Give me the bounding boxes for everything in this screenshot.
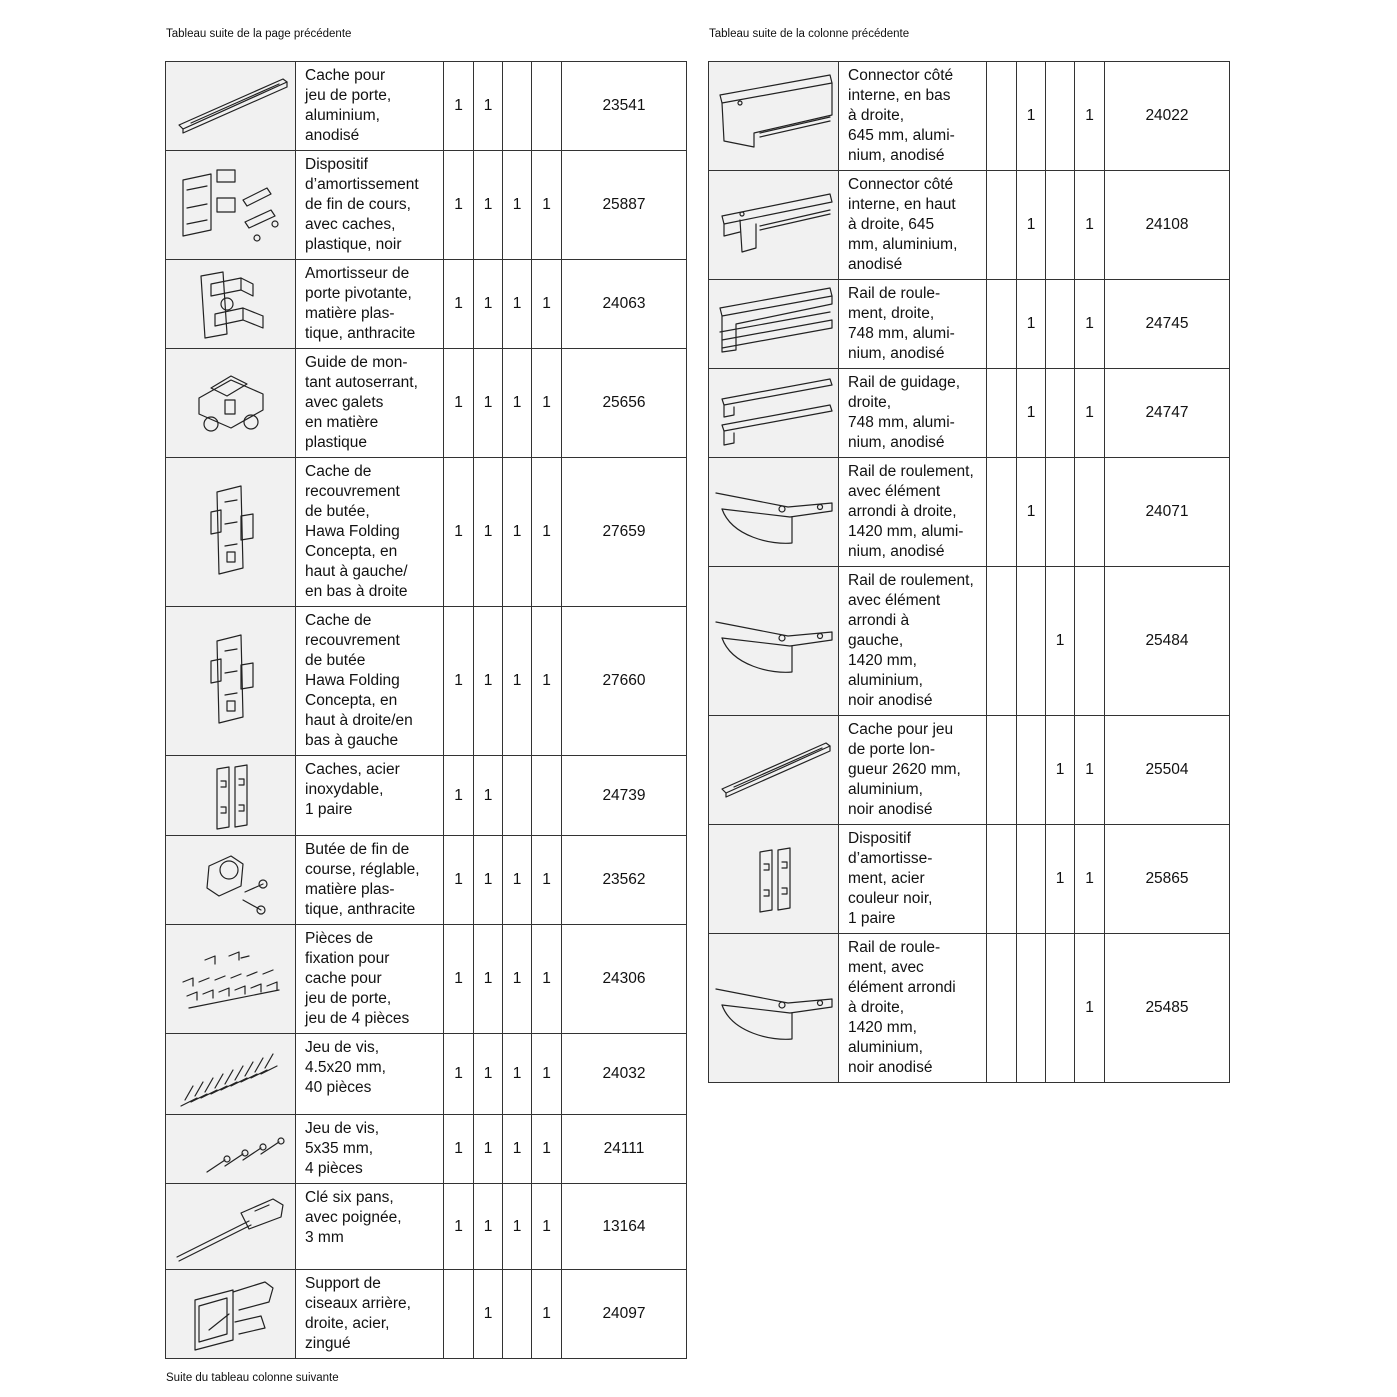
- product-image-cell: [709, 567, 839, 716]
- door-cover-profile-icon: [166, 71, 295, 141]
- quantity-cell: 1: [1075, 716, 1105, 825]
- article-number: 24739: [562, 756, 687, 836]
- product-description: Butée de fin de course, réglable, matière plas- tique, anthracite: [296, 836, 444, 925]
- product-description: Cache de recouvrement de butée, Hawa Folding Concepta, en haut à gauche/ en bas à droite: [296, 458, 444, 607]
- quantity-cell: 1: [444, 62, 474, 151]
- quantity-cell: 1: [532, 836, 562, 925]
- quantity-cell: 1: [503, 925, 532, 1034]
- quantity-cell: [1046, 280, 1075, 369]
- article-number: 23541: [562, 62, 687, 151]
- product-description: Support de ciseaux arrière, droite, acier, zingué: [296, 1270, 444, 1359]
- table-row: [709, 716, 1230, 825]
- article-number: 24097: [562, 1270, 687, 1359]
- product-description: Jeu de vis, 4.5x20 mm, 40 pièces: [296, 1034, 444, 1115]
- quantity-cell: 1: [1046, 567, 1075, 716]
- product-image-cell: [709, 369, 839, 458]
- quantity-cell: 1: [1017, 171, 1046, 280]
- article-number: 23562: [562, 836, 687, 925]
- quantity-cell: 1: [503, 458, 532, 607]
- quantity-cell: 1: [503, 1034, 532, 1115]
- table-row: [709, 825, 1230, 934]
- pivot-damper-icon: [166, 264, 295, 344]
- product-image-cell: [166, 1115, 296, 1184]
- quantity-cell: [1075, 567, 1105, 716]
- quantity-cell: 1: [1017, 458, 1046, 567]
- table-row: [166, 1115, 687, 1184]
- quantity-cell: 1: [1046, 716, 1075, 825]
- product-description: Rail de guidage, droite, 748 mm, alumi- nium, anodisé: [839, 369, 987, 458]
- product-image-cell: [166, 458, 296, 607]
- quantity-cell: 1: [1075, 369, 1105, 458]
- quantity-cell: [987, 369, 1017, 458]
- fixing-parts-icon: [166, 934, 295, 1024]
- table-row: [709, 458, 1230, 567]
- quantity-cell: 1: [474, 836, 503, 925]
- hex-key-icon: [166, 1187, 295, 1267]
- product-description: Rail de roulement, avec élément arrondi à gauche, 1420 mm, aluminium, noir anodisé: [839, 567, 987, 716]
- quantity-cell: [503, 62, 532, 151]
- table-row: [166, 349, 687, 458]
- quantity-cell: 1: [532, 458, 562, 607]
- right-header-note: Tableau suite de la colonne précédente: [709, 28, 910, 40]
- screw-set-small-icon: [166, 1116, 295, 1182]
- quantity-cell: [987, 280, 1017, 369]
- stop-cover-icon: [166, 621, 295, 741]
- article-number: 24032: [562, 1034, 687, 1115]
- article-number: 24071: [1105, 458, 1230, 567]
- left-footer-note: Suite du tableau colonne suivante: [166, 1372, 339, 1384]
- quantity-cell: 1: [444, 925, 474, 1034]
- rounded-rail-icon: [709, 596, 838, 686]
- article-number: 25504: [1105, 716, 1230, 825]
- quantity-cell: 1: [532, 151, 562, 260]
- product-image-cell: [166, 62, 296, 151]
- quantity-cell: [503, 1270, 532, 1359]
- product-description: Connector côté interne, en bas à droite, 645 mm, alumi- nium, anodisé: [839, 62, 987, 171]
- quantity-cell: 1: [474, 1184, 503, 1270]
- quantity-cell: [1046, 171, 1075, 280]
- quantity-cell: [1046, 369, 1075, 458]
- quantity-cell: 1: [532, 260, 562, 349]
- table-row: [709, 280, 1230, 369]
- quantity-cell: 1: [474, 260, 503, 349]
- quantity-cell: 1: [532, 1034, 562, 1115]
- quantity-cell: 1: [474, 349, 503, 458]
- article-number: 24747: [1105, 369, 1230, 458]
- connector-bottom-icon: [709, 71, 838, 161]
- quantity-cell: 1: [444, 836, 474, 925]
- quantity-cell: [532, 756, 562, 836]
- quantity-cell: [987, 934, 1017, 1083]
- quantity-cell: 1: [1075, 62, 1105, 171]
- guide-roller-icon: [166, 358, 295, 448]
- product-description: Caches, acier inoxydable, 1 paire: [296, 756, 444, 836]
- parts-table-right: [708, 61, 1230, 1083]
- quantity-cell: 1: [532, 1184, 562, 1270]
- quantity-cell: 1: [1017, 369, 1046, 458]
- quantity-cell: 1: [474, 1270, 503, 1359]
- article-number: 24306: [562, 925, 687, 1034]
- product-description: Cache pour jeu de porte, aluminium, anodisé: [296, 62, 444, 151]
- product-image-cell: [166, 1270, 296, 1359]
- article-number: 24108: [1105, 171, 1230, 280]
- quantity-cell: 1: [503, 260, 532, 349]
- article-number: 24111: [562, 1115, 687, 1184]
- quantity-cell: 1: [474, 151, 503, 260]
- table-row: [709, 567, 1230, 716]
- left-header-note: Tableau suite de la page précédente: [166, 28, 352, 40]
- table-row: [166, 756, 687, 836]
- quantity-cell: [1046, 458, 1075, 567]
- article-number: 25485: [1105, 934, 1230, 1083]
- quantity-cell: 1: [1075, 171, 1105, 280]
- quantity-cell: 1: [444, 1184, 474, 1270]
- product-image-cell: [166, 349, 296, 458]
- product-image-cell: [709, 716, 839, 825]
- stop-cover-icon: [166, 472, 295, 592]
- article-number: 25656: [562, 349, 687, 458]
- damper-device-icon: [166, 160, 295, 250]
- quantity-cell: 1: [444, 349, 474, 458]
- product-image-cell: [166, 607, 296, 756]
- product-description: Amortisseur de porte pivotante, matière plas- tique, anthracite: [296, 260, 444, 349]
- quantity-cell: 1: [1075, 934, 1105, 1083]
- product-description: Rail de roule- ment, avec élément arrondi à droite, 1420 mm, aluminium, noir anodisé: [839, 934, 987, 1083]
- quantity-cell: 1: [474, 756, 503, 836]
- product-description: Dispositif d’amortisse- ment, acier couleur noir, 1 paire: [839, 825, 987, 934]
- quantity-cell: 1: [532, 349, 562, 458]
- product-description: Pièces de fixation pour cache pour jeu de porte, jeu de 4 pièces: [296, 925, 444, 1034]
- product-description: Cache de recouvrement de butée Hawa Folding Concepta, en haut à droite/en bas à gauche: [296, 607, 444, 756]
- quantity-cell: 1: [503, 836, 532, 925]
- product-image-cell: [166, 1184, 296, 1270]
- product-image-cell: [709, 62, 839, 171]
- quantity-cell: 1: [444, 260, 474, 349]
- quantity-cell: 1: [532, 925, 562, 1034]
- screw-set-icon: [166, 1034, 295, 1114]
- product-description: Clé six pans, avec poignée, 3 mm: [296, 1184, 444, 1270]
- article-number: 24745: [1105, 280, 1230, 369]
- quantity-cell: [1017, 934, 1046, 1083]
- quantity-cell: [987, 458, 1017, 567]
- quantity-cell: [1046, 934, 1075, 1083]
- quantity-cell: 1: [444, 607, 474, 756]
- quantity-cell: [503, 756, 532, 836]
- product-description: Jeu de vis, 5x35 mm, 4 pièces: [296, 1115, 444, 1184]
- quantity-cell: 1: [474, 62, 503, 151]
- quantity-cell: 1: [503, 349, 532, 458]
- steel-caps-icon: [709, 844, 838, 914]
- product-description: Rail de roulement, avec élément arrondi à droite, 1420 mm, alumi- nium, anodisé: [839, 458, 987, 567]
- quantity-cell: [987, 62, 1017, 171]
- product-image-cell: [709, 458, 839, 567]
- product-image-cell: [166, 260, 296, 349]
- quantity-cell: 1: [444, 756, 474, 836]
- quantity-cell: 1: [503, 1115, 532, 1184]
- quantity-cell: 1: [474, 607, 503, 756]
- quantity-cell: 1: [444, 1034, 474, 1115]
- table-row: [166, 260, 687, 349]
- article-number: 27659: [562, 458, 687, 607]
- quantity-cell: 1: [1046, 825, 1075, 934]
- quantity-cell: [1046, 62, 1075, 171]
- guide-rail-icon: [709, 371, 838, 455]
- quantity-cell: 1: [503, 607, 532, 756]
- quantity-cell: 1: [1075, 280, 1105, 369]
- quantity-cell: [987, 567, 1017, 716]
- connector-top-icon: [709, 180, 838, 270]
- quantity-cell: 1: [1017, 62, 1046, 171]
- quantity-cell: [1017, 716, 1046, 825]
- article-number: 25484: [1105, 567, 1230, 716]
- product-description: Connector côté interne, en haut à droite, 645 mm, aluminium, anodisé: [839, 171, 987, 280]
- quantity-cell: [1017, 567, 1046, 716]
- table-row: [166, 1270, 687, 1359]
- quantity-cell: 1: [444, 151, 474, 260]
- end-stop-icon: [166, 840, 295, 920]
- product-image-cell: [709, 280, 839, 369]
- quantity-cell: 1: [503, 151, 532, 260]
- quantity-cell: 1: [1075, 825, 1105, 934]
- product-description: Cache pour jeu de porte lon- gueur 2620 mm, aluminium, noir anodisé: [839, 716, 987, 825]
- article-number: 27660: [562, 607, 687, 756]
- running-rail-icon: [709, 282, 838, 366]
- table-row: [166, 151, 687, 260]
- quantity-cell: 1: [474, 925, 503, 1034]
- quantity-cell: [987, 171, 1017, 280]
- steel-caps-icon: [166, 761, 295, 831]
- table-row: [709, 62, 1230, 171]
- quantity-cell: 1: [503, 1184, 532, 1270]
- product-image-cell: [166, 836, 296, 925]
- quantity-cell: [532, 62, 562, 151]
- table-row: [166, 458, 687, 607]
- product-description: Guide de mon- tant autoserrant, avec galets en matière plastique: [296, 349, 444, 458]
- article-number: 25865: [1105, 825, 1230, 934]
- table-row: [166, 1184, 687, 1270]
- quantity-cell: 1: [444, 1115, 474, 1184]
- product-image-cell: [166, 151, 296, 260]
- table-row: [166, 1034, 687, 1115]
- product-image-cell: [709, 171, 839, 280]
- product-image-cell: [166, 925, 296, 1034]
- quantity-cell: 1: [474, 458, 503, 607]
- rounded-rail-icon: [709, 467, 838, 557]
- quantity-cell: 1: [532, 1115, 562, 1184]
- product-image-cell: [166, 1034, 296, 1115]
- quantity-cell: 1: [532, 607, 562, 756]
- article-number: 25887: [562, 151, 687, 260]
- table-row: [166, 62, 687, 151]
- product-description: Rail de roule- ment, droite, 748 mm, alumi- nium, anodisé: [839, 280, 987, 369]
- quantity-cell: 1: [1017, 280, 1046, 369]
- article-number: 24022: [1105, 62, 1230, 171]
- quantity-cell: 1: [474, 1115, 503, 1184]
- product-image-cell: [709, 825, 839, 934]
- table-row: [709, 369, 1230, 458]
- quantity-cell: [987, 825, 1017, 934]
- article-number: 24063: [562, 260, 687, 349]
- parts-table-left: [165, 61, 687, 1359]
- table-row: [709, 171, 1230, 280]
- quantity-cell: 1: [474, 1034, 503, 1115]
- rounded-rail-icon: [709, 963, 838, 1053]
- quantity-cell: [1017, 825, 1046, 934]
- quantity-cell: 1: [444, 458, 474, 607]
- table-row: [166, 836, 687, 925]
- quantity-cell: [444, 1270, 474, 1359]
- product-description: Dispositif d’amortissement de fin de cours, avec caches, plastique, noir: [296, 151, 444, 260]
- quantity-cell: [1075, 458, 1105, 567]
- table-row: [166, 607, 687, 756]
- door-cover-profile-icon: [709, 735, 838, 805]
- scissor-support-icon: [166, 1272, 295, 1356]
- quantity-cell: 1: [532, 1270, 562, 1359]
- quantity-cell: [987, 716, 1017, 825]
- product-image-cell: [709, 934, 839, 1083]
- table-row: [166, 925, 687, 1034]
- table-row: [709, 934, 1230, 1083]
- article-number: 13164: [562, 1184, 687, 1270]
- product-image-cell: [166, 756, 296, 836]
